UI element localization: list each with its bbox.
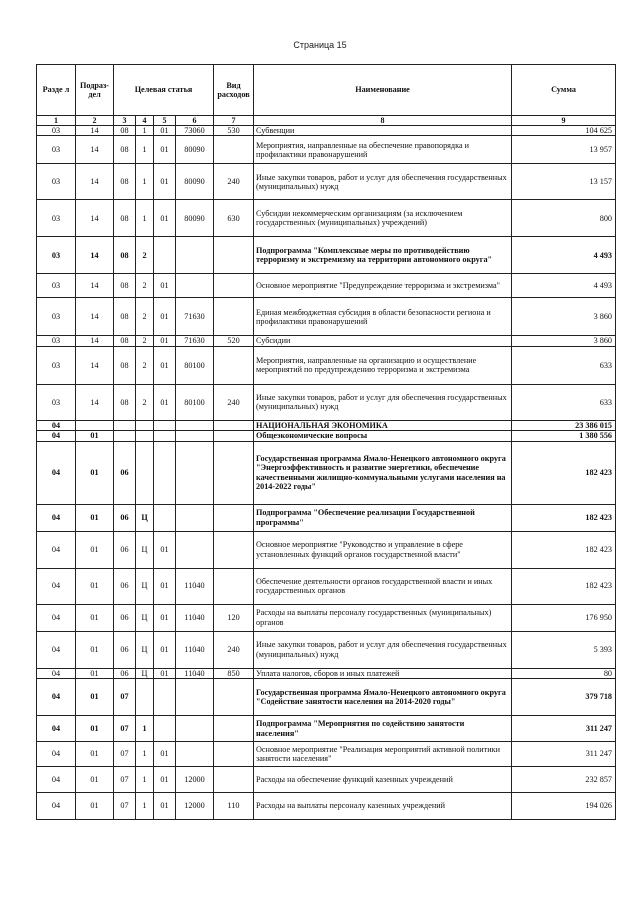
razdel-cell: 03: [37, 298, 76, 336]
header-razdel: Разде л: [37, 65, 76, 116]
target-program-cell: 08: [114, 200, 136, 237]
name-cell: Подпрограмма "Комплексные меры по противодействию терроризму и экстремизму на территории автономного округа": [254, 237, 512, 274]
vid-cell: [214, 531, 254, 568]
target-program-cell: 07: [114, 679, 136, 716]
razdel-cell: 04: [37, 568, 76, 604]
column-number: 5: [154, 116, 176, 126]
target-program-cell: 06: [114, 504, 136, 531]
table-row: [37, 136, 616, 164]
podrazdel-cell: 14: [76, 346, 114, 384]
target-program-cell: 08: [114, 237, 136, 274]
sum-cell: 104 625: [512, 126, 616, 136]
name-cell: Подпрограмма "Мероприятия по содействию занятости населения": [254, 716, 512, 742]
sum-cell: 13 957: [512, 136, 616, 164]
target-event-cell: 01: [154, 568, 176, 604]
target-subprogram-cell: 1: [136, 793, 154, 820]
target-subprogram-cell: 1: [136, 767, 154, 793]
target-direction-cell: [176, 441, 214, 504]
column-number: 3: [114, 116, 136, 126]
table-row: [37, 668, 616, 678]
name-cell: Мероприятия, направленные на обеспечение правопорядка и профилактики правонарушений: [254, 136, 512, 164]
target-program-cell: 06: [114, 631, 136, 668]
target-program-cell: 06: [114, 604, 136, 631]
page-label: Страница 15: [293, 40, 347, 50]
name-cell: Основное мероприятие "Руководство и управление в сфере установленных функций органов государственной власти": [254, 531, 512, 568]
razdel-cell: 04: [37, 668, 76, 678]
vid-cell: [214, 441, 254, 504]
name-cell: Общеэкономические вопросы: [254, 431, 512, 441]
column-number: 6: [176, 116, 214, 126]
vid-cell: 530: [214, 126, 254, 136]
name-cell: Единая межбюджетная субсидия в области безопасности региона и профилактики правонарушений: [254, 298, 512, 336]
podrazdel-cell: 01: [76, 568, 114, 604]
table-row: [37, 420, 616, 430]
target-program-cell: 06: [114, 568, 136, 604]
name-cell: Иные закупки товаров, работ и услуг для обеспечения государственных (муниципальных) нужд: [254, 631, 512, 668]
target-program-cell: 07: [114, 767, 136, 793]
razdel-cell: 04: [37, 793, 76, 820]
name-cell: Субвенции: [254, 126, 512, 136]
name-cell: Расходы на выплаты персоналу казенных учреждений: [254, 793, 512, 820]
sum-cell: 23 386 015: [512, 420, 616, 430]
header-name: Наименование: [254, 65, 512, 116]
target-subprogram-cell: 2: [136, 384, 154, 420]
vid-cell: [214, 504, 254, 531]
target-event-cell: 01: [154, 668, 176, 678]
table-row: [37, 237, 616, 274]
name-cell: Обеспечение деятельности органов государственной власти и иных государственных органов: [254, 568, 512, 604]
target-program-cell: 07: [114, 742, 136, 767]
table-row: [37, 336, 616, 346]
razdel-cell: 04: [37, 420, 76, 430]
target-program-cell: [114, 431, 136, 441]
target-direction-cell: [176, 742, 214, 767]
table-row: [37, 716, 616, 742]
header-target: Целевая статья: [114, 65, 214, 116]
razdel-cell: 04: [37, 431, 76, 441]
razdel-cell: 03: [37, 346, 76, 384]
razdel-cell: 04: [37, 504, 76, 531]
podrazdel-cell: 14: [76, 298, 114, 336]
target-subprogram-cell: [136, 441, 154, 504]
vid-cell: 240: [214, 384, 254, 420]
target-event-cell: 01: [154, 136, 176, 164]
target-direction-cell: 80090: [176, 200, 214, 237]
podrazdel-cell: 01: [76, 631, 114, 668]
target-event-cell: 01: [154, 384, 176, 420]
razdel-cell: 03: [37, 200, 76, 237]
name-cell: Иные закупки товаров, работ и услуг для обеспечения государственных (муниципальных) нужд: [254, 384, 512, 420]
target-direction-cell: [176, 274, 214, 298]
target-event-cell: 01: [154, 336, 176, 346]
razdel-cell: 04: [37, 767, 76, 793]
target-program-cell: 08: [114, 274, 136, 298]
name-cell: Субсидии: [254, 336, 512, 346]
target-subprogram-cell: Ц: [136, 631, 154, 668]
podrazdel-cell: 01: [76, 742, 114, 767]
target-event-cell: 01: [154, 298, 176, 336]
header-row: [37, 65, 616, 116]
sum-cell: 311 247: [512, 742, 616, 767]
target-subprogram-cell: 1: [136, 716, 154, 742]
vid-cell: [214, 420, 254, 430]
target-subprogram-cell: 2: [136, 336, 154, 346]
vid-cell: 240: [214, 631, 254, 668]
vid-cell: 850: [214, 668, 254, 678]
sum-cell: 633: [512, 384, 616, 420]
vid-cell: [214, 274, 254, 298]
sum-cell: 182 423: [512, 441, 616, 504]
target-event-cell: [154, 420, 176, 430]
target-event-cell: [154, 716, 176, 742]
target-program-cell: [114, 420, 136, 430]
target-program-cell: 08: [114, 136, 136, 164]
podrazdel-cell: 14: [76, 336, 114, 346]
vid-cell: [214, 237, 254, 274]
podrazdel-cell: [76, 420, 114, 430]
sum-cell: 1 380 556: [512, 431, 616, 441]
target-event-cell: [154, 441, 176, 504]
razdel-cell: 03: [37, 237, 76, 274]
sum-cell: 182 423: [512, 531, 616, 568]
vid-cell: [214, 742, 254, 767]
sum-cell: 633: [512, 346, 616, 384]
target-event-cell: 01: [154, 742, 176, 767]
podrazdel-cell: 01: [76, 604, 114, 631]
razdel-cell: 04: [37, 531, 76, 568]
table-row: [37, 742, 616, 767]
name-cell: Подпрограмма "Обеспечение реализации Государственной программы": [254, 504, 512, 531]
vid-cell: 110: [214, 793, 254, 820]
razdel-cell: 03: [37, 136, 76, 164]
target-subprogram-cell: Ц: [136, 504, 154, 531]
target-subprogram-cell: 1: [136, 126, 154, 136]
name-cell: Расходы на выплаты персоналу государственных (муниципальных) органов: [254, 604, 512, 631]
table-row: [37, 298, 616, 336]
target-direction-cell: [176, 431, 214, 441]
target-subprogram-cell: [136, 420, 154, 430]
target-subprogram-cell: 2: [136, 274, 154, 298]
vid-cell: [214, 568, 254, 604]
name-cell: Государственная программа Ямало-Ненецкого автономного округа "Энергоэффективность и развитие энергетики, обеспечение качественными жилищно-коммунальными услугами населения на 2014-2022 годы": [254, 441, 512, 504]
target-subprogram-cell: 1: [136, 164, 154, 200]
podrazdel-cell: 01: [76, 679, 114, 716]
razdel-cell: 03: [37, 164, 76, 200]
target-direction-cell: 11040: [176, 604, 214, 631]
podrazdel-cell: 01: [76, 531, 114, 568]
sum-cell: 13 157: [512, 164, 616, 200]
podrazdel-cell: 14: [76, 136, 114, 164]
target-direction-cell: [176, 679, 214, 716]
target-program-cell: 08: [114, 126, 136, 136]
target-direction-cell: 80090: [176, 136, 214, 164]
podrazdel-cell: 01: [76, 793, 114, 820]
name-cell: Субсидии некоммерческим организациям (за исключением государственных (муниципальных) учреждений): [254, 200, 512, 237]
target-program-cell: 07: [114, 793, 136, 820]
column-number-row: [37, 116, 616, 126]
target-direction-cell: [176, 531, 214, 568]
target-subprogram-cell: Ц: [136, 668, 154, 678]
header-vid: Вид расходов: [214, 65, 254, 116]
target-direction-cell: 11040: [176, 631, 214, 668]
table-row: [37, 604, 616, 631]
target-subprogram-cell: 2: [136, 298, 154, 336]
target-program-cell: 08: [114, 346, 136, 384]
table-row: [37, 504, 616, 531]
table-row: [37, 679, 616, 716]
target-program-cell: 08: [114, 384, 136, 420]
column-number: 8: [254, 116, 512, 126]
target-subprogram-cell: 1: [136, 200, 154, 237]
target-direction-cell: 11040: [176, 568, 214, 604]
vid-cell: [214, 716, 254, 742]
razdel-cell: 04: [37, 742, 76, 767]
target-subprogram-cell: [136, 679, 154, 716]
sum-cell: 4 493: [512, 274, 616, 298]
sum-cell: 5 393: [512, 631, 616, 668]
table-row: [37, 200, 616, 237]
vid-cell: 120: [214, 604, 254, 631]
table-row: [37, 346, 616, 384]
target-event-cell: 01: [154, 346, 176, 384]
razdel-cell: 04: [37, 679, 76, 716]
razdel-cell: 04: [37, 441, 76, 504]
target-subprogram-cell: 1: [136, 742, 154, 767]
razdel-cell: 03: [37, 126, 76, 136]
sum-cell: 800: [512, 200, 616, 237]
podrazdel-cell: 01: [76, 716, 114, 742]
target-program-cell: 06: [114, 531, 136, 568]
podrazdel-cell: 01: [76, 431, 114, 441]
target-event-cell: 01: [154, 604, 176, 631]
target-direction-cell: [176, 237, 214, 274]
target-subprogram-cell: Ц: [136, 531, 154, 568]
razdel-cell: 03: [37, 336, 76, 346]
name-cell: Мероприятия, направленные на организацию и осуществление мероприятий по предупреждению терроризма и экстремизма: [254, 346, 512, 384]
table-row: [37, 793, 616, 820]
name-cell: Основное мероприятие "Предупреждение терроризма и экстремизма": [254, 274, 512, 298]
column-number: 2: [76, 116, 114, 126]
podrazdel-cell: 14: [76, 164, 114, 200]
target-event-cell: [154, 504, 176, 531]
razdel-cell: 04: [37, 631, 76, 668]
table-row: [37, 431, 616, 441]
target-event-cell: [154, 237, 176, 274]
sum-cell: 4 493: [512, 237, 616, 274]
header-podrazdel: Подраз-дел: [76, 65, 114, 116]
target-direction-cell: 71630: [176, 336, 214, 346]
target-subprogram-cell: Ц: [136, 568, 154, 604]
table-row: [37, 568, 616, 604]
target-program-cell: 07: [114, 716, 136, 742]
table-row: [37, 441, 616, 504]
name-cell: НАЦИОНАЛЬНАЯ ЭКОНОМИКА: [254, 420, 512, 430]
target-event-cell: 01: [154, 793, 176, 820]
vid-cell: [214, 346, 254, 384]
target-event-cell: 01: [154, 164, 176, 200]
vid-cell: 630: [214, 200, 254, 237]
target-direction-cell: 80100: [176, 384, 214, 420]
header-sum: Сумма: [512, 65, 616, 116]
target-event-cell: 01: [154, 126, 176, 136]
target-direction-cell: 11040: [176, 668, 214, 678]
sum-cell: 3 860: [512, 336, 616, 346]
name-cell: Иные закупки товаров, работ и услуг для обеспечения государственных (муниципальных) нужд: [254, 164, 512, 200]
column-number: 1: [37, 116, 76, 126]
target-subprogram-cell: [136, 431, 154, 441]
podrazdel-cell: 01: [76, 668, 114, 678]
podrazdel-cell: 14: [76, 384, 114, 420]
target-direction-cell: 80090: [176, 164, 214, 200]
razdel-cell: 04: [37, 604, 76, 631]
razdel-cell: 03: [37, 384, 76, 420]
name-cell: Расходы на обеспечение функций казенных учреждений: [254, 767, 512, 793]
table-row: [37, 531, 616, 568]
target-direction-cell: 80100: [176, 346, 214, 384]
target-direction-cell: 12000: [176, 767, 214, 793]
sum-cell: 232 857: [512, 767, 616, 793]
name-cell: Основное мероприятие "Реализация мероприятий активной политики занятости населения": [254, 742, 512, 767]
target-direction-cell: 12000: [176, 793, 214, 820]
target-event-cell: [154, 431, 176, 441]
sum-cell: 3 860: [512, 298, 616, 336]
podrazdel-cell: 14: [76, 200, 114, 237]
target-event-cell: [154, 679, 176, 716]
target-event-cell: 01: [154, 200, 176, 237]
column-number: 9: [512, 116, 616, 126]
name-cell: Уплата налогов, сборов и иных платежей: [254, 668, 512, 678]
target-subprogram-cell: 2: [136, 346, 154, 384]
target-program-cell: 08: [114, 298, 136, 336]
target-event-cell: 01: [154, 631, 176, 668]
target-subprogram-cell: 1: [136, 136, 154, 164]
vid-cell: 520: [214, 336, 254, 346]
podrazdel-cell: 14: [76, 126, 114, 136]
vid-cell: 240: [214, 164, 254, 200]
column-number: 7: [214, 116, 254, 126]
vid-cell: [214, 767, 254, 793]
sum-cell: 194 026: [512, 793, 616, 820]
podrazdel-cell: 01: [76, 441, 114, 504]
sum-cell: 311 247: [512, 716, 616, 742]
sum-cell: 182 423: [512, 504, 616, 531]
podrazdel-cell: 01: [76, 767, 114, 793]
target-direction-cell: 71630: [176, 298, 214, 336]
column-number: 4: [136, 116, 154, 126]
vid-cell: [214, 136, 254, 164]
table-row: [37, 384, 616, 420]
target-program-cell: 06: [114, 441, 136, 504]
vid-cell: [214, 431, 254, 441]
sum-cell: 80: [512, 668, 616, 678]
vid-cell: [214, 298, 254, 336]
sum-cell: 176 950: [512, 604, 616, 631]
vid-cell: [214, 679, 254, 716]
target-subprogram-cell: Ц: [136, 604, 154, 631]
razdel-cell: 04: [37, 716, 76, 742]
target-program-cell: 06: [114, 668, 136, 678]
target-subprogram-cell: 2: [136, 237, 154, 274]
target-direction-cell: [176, 420, 214, 430]
target-event-cell: 01: [154, 767, 176, 793]
target-direction-cell: [176, 716, 214, 742]
table-row: [37, 274, 616, 298]
razdel-cell: 03: [37, 274, 76, 298]
target-program-cell: 08: [114, 336, 136, 346]
table-row: [37, 164, 616, 200]
table-row: [37, 126, 616, 136]
target-direction-cell: 73060: [176, 126, 214, 136]
target-program-cell: 08: [114, 164, 136, 200]
name-cell: Государственная программа Ямало-Ненецкого автономного округа "Содействие занятости населения на 2014-2020 годы": [254, 679, 512, 716]
target-event-cell: 01: [154, 531, 176, 568]
table-row: [37, 767, 616, 793]
target-event-cell: 01: [154, 274, 176, 298]
podrazdel-cell: 14: [76, 274, 114, 298]
sum-cell: 182 423: [512, 568, 616, 604]
podrazdel-cell: 01: [76, 504, 114, 531]
podrazdel-cell: 14: [76, 237, 114, 274]
target-direction-cell: [176, 504, 214, 531]
table-row: [37, 631, 616, 668]
sum-cell: 379 718: [512, 679, 616, 716]
budget-table: [36, 64, 616, 820]
